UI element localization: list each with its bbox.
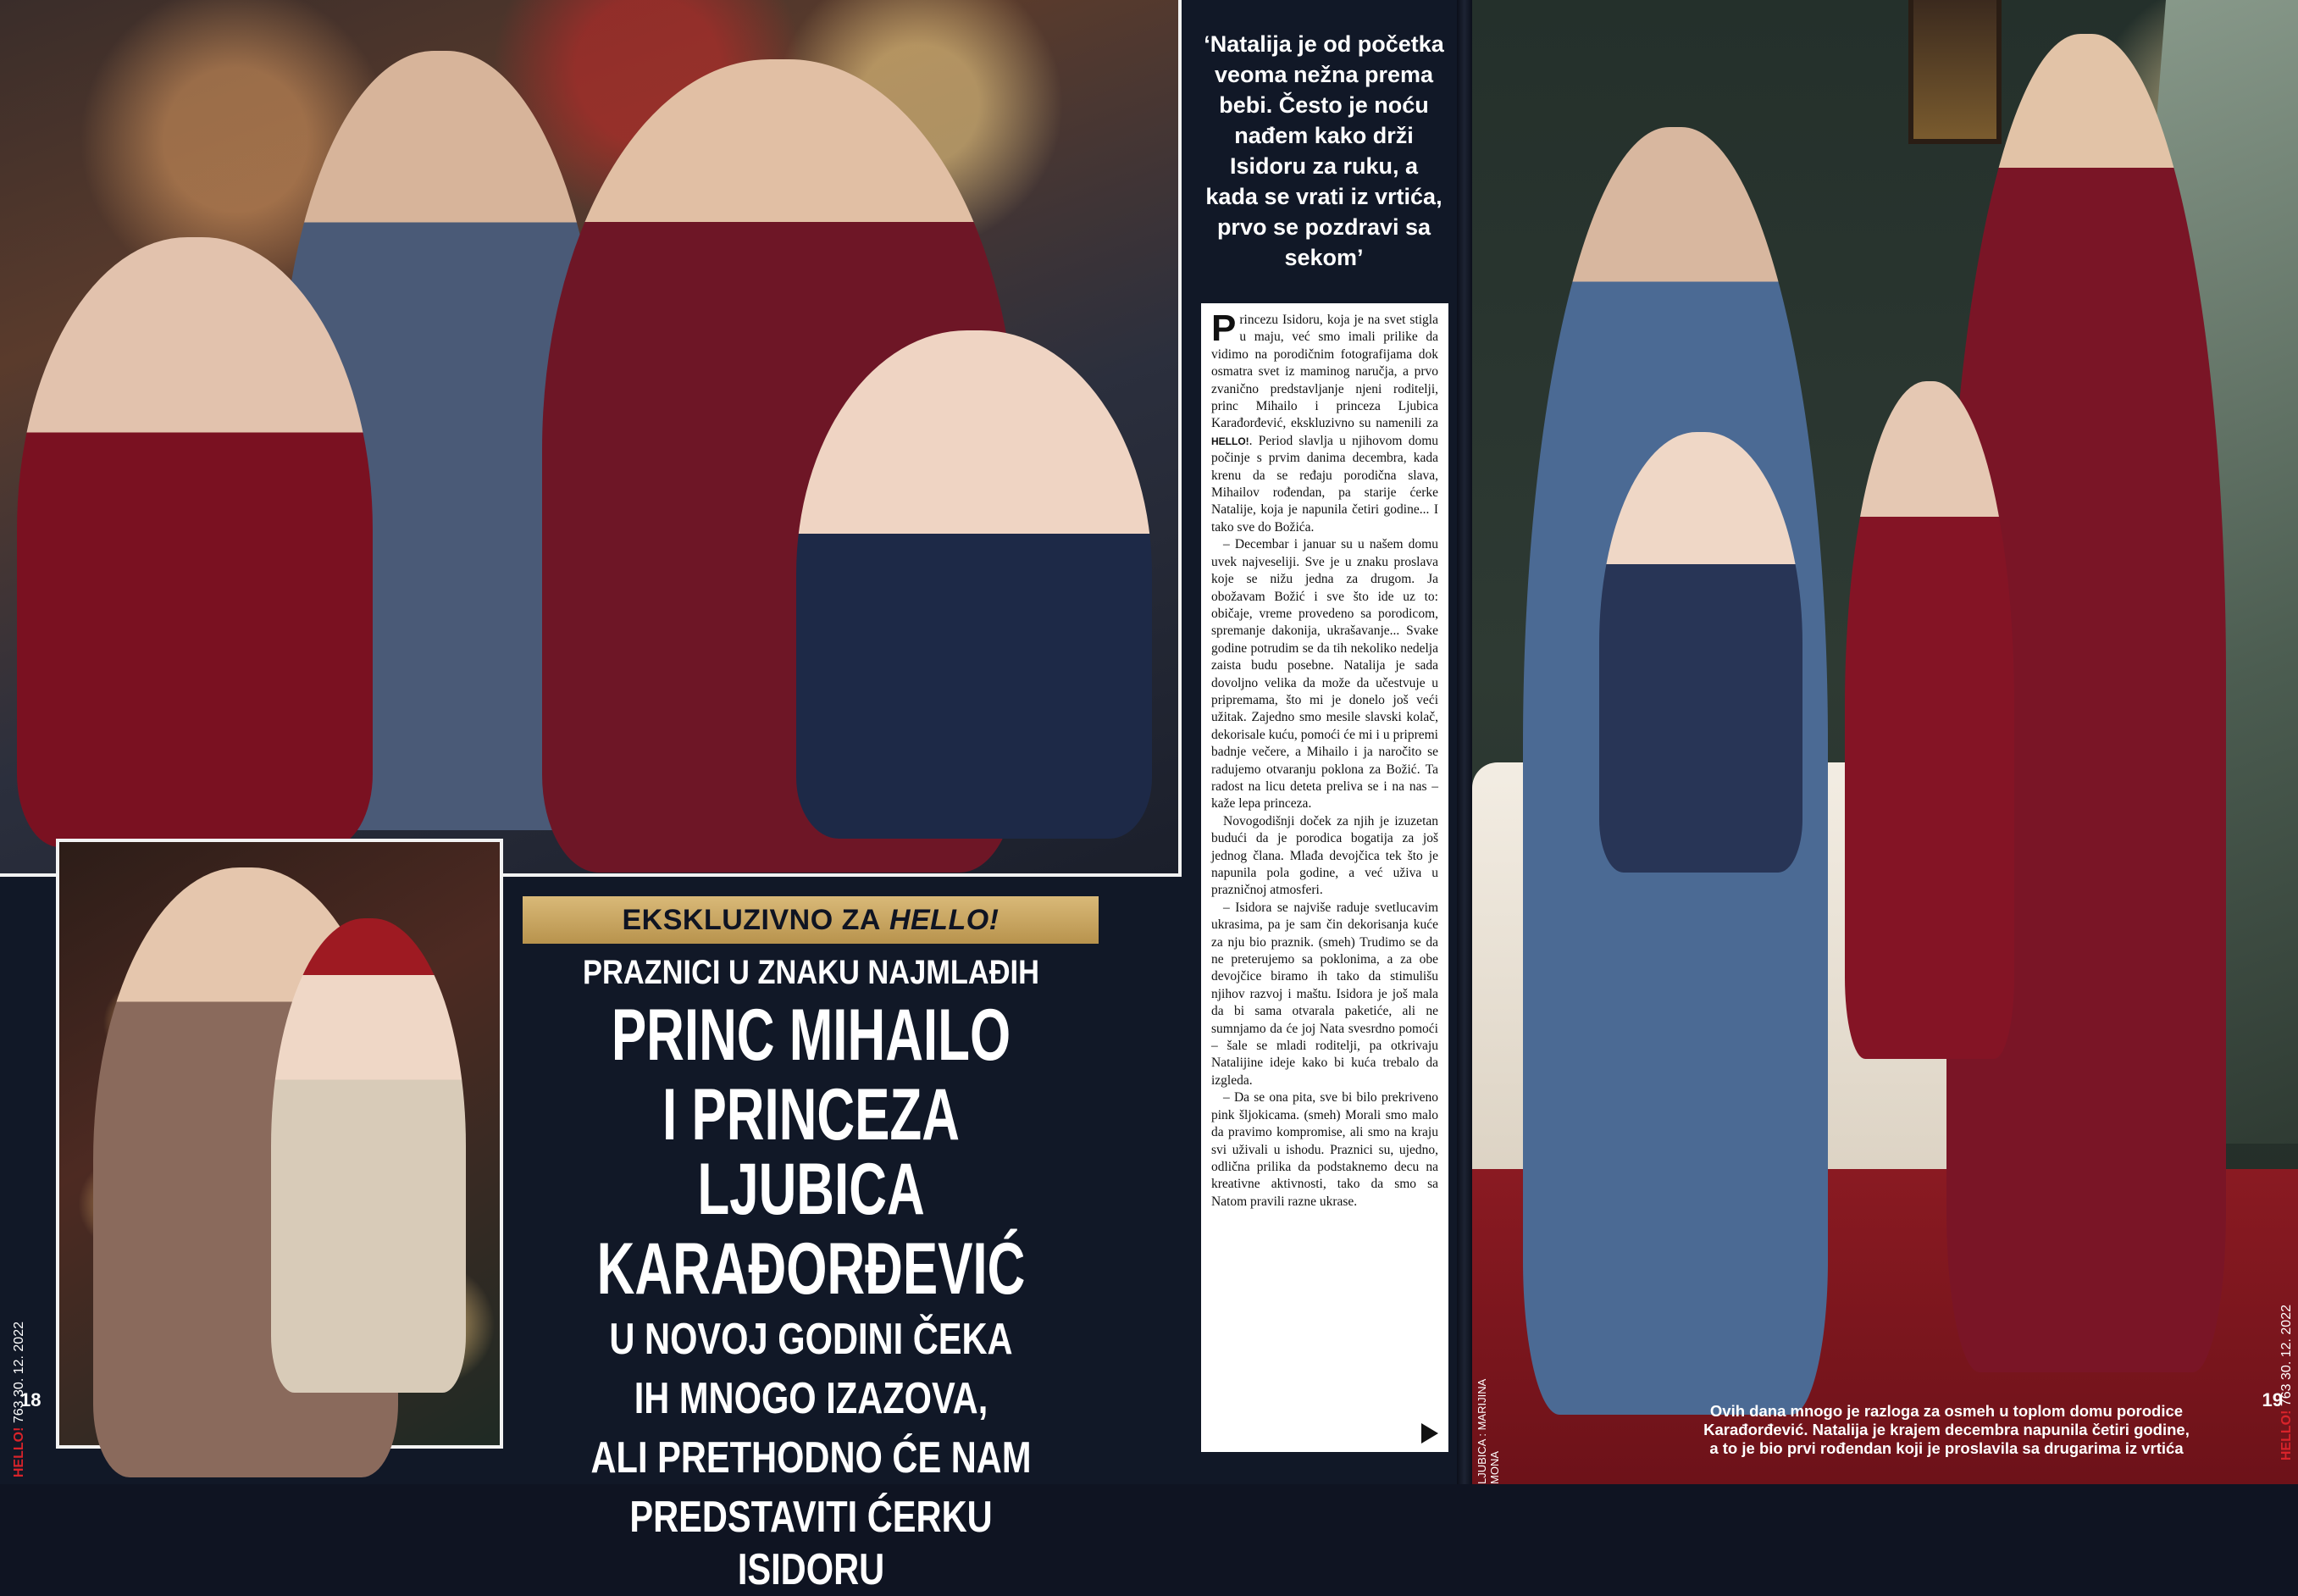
headline-title-line-2: I PRINCEZA LJUBICA xyxy=(662,1074,960,1230)
headline-sub-line-3: ALI PRETHODNO ĆE NAM xyxy=(590,1433,1032,1482)
badge-brand: HELLO! xyxy=(889,903,999,936)
family-photo-main xyxy=(0,0,1182,877)
article-paragraph-5: – Da se ona pita, sve bi bilo prekriveno pink šljokicama. (smeh) Morali smo malo da pravimo kompromise, ali smo na kraju svi uživali u ishodu. Praznici su, ujedno, odlična prilika da podstaknemo decu na kreativne aktivnosti, tako da smo sa Natom pravili razne ukrase. xyxy=(1211,1090,1438,1209)
photo-figure-baby-bow xyxy=(271,918,466,1393)
article-brand-inline: HELLO! xyxy=(1211,435,1249,447)
mother-baby-photo xyxy=(56,839,503,1449)
headline-sub-line-2: IH MNOGO IZAZOVA, xyxy=(634,1374,988,1423)
headline-sub-line-4: PREDSTAVITI ĆERKU ISIDORU xyxy=(629,1493,993,1594)
headline-title-line-1: PRINC MIHAILO xyxy=(611,995,1011,1076)
headline-title-line-3: KARAĐORĐEVIĆ xyxy=(596,1228,1026,1310)
caption-line-1: Ovih dana mnogo je razloga za osmeh u toplom domu porodice xyxy=(1709,1402,2184,1420)
pull-quote: ‘Natalija je od početka veoma nežna prema bebi. Često je noću nađem kako drži Isidoru za ruku, a kada se vrati iz vrtića, prvo se pozdravi sa sekom’ xyxy=(1204,31,1444,270)
photo-figure-baby xyxy=(796,330,1152,839)
issue-date-right: 30. 12. 2022 xyxy=(2279,1305,2294,1380)
caption-line-3: a to je bio prvi rođendan koji je proslavila sa drugarima iz vrtića xyxy=(1709,1439,2184,1457)
issue-date-left: 30. 12. 2022 xyxy=(12,1322,26,1397)
article-paragraph-3: Novogodišnji doček za njih je izuzetan budući da je porodica bogatija za još jednog člana. Mlađa devojčica tek što je napunila pola godine, a već uživa u prazničnoj atmosferi. xyxy=(1211,813,1438,898)
issue-info-right xyxy=(2279,1305,2295,1460)
article-paragraph-4: – Isidora se najviše raduje svetlucavim ukrasima, pa je sam čin dekorisanja kuće za nju bio praznik. (smeh) Trudimo se da ne preterujemo sa poklonima, a za obe devojčice biramo ih tako da stimulišu njihov razvoj i maštu. Isidora je još mala da bi sama otvarala paketiće, ali ne sumnjamo da će joj Nata svesrdno pomoći – šale se mladi roditelji, pa otkrivaju Natalijine ideje kako bi kuća trebalo da izgleda. xyxy=(1211,900,1438,1088)
lantern-decoration xyxy=(1908,0,2002,144)
photo-caption xyxy=(1642,1402,2251,1458)
spread-gutter xyxy=(1457,0,1472,1484)
article-end-arrow-icon xyxy=(1421,1423,1438,1444)
drop-cap: P xyxy=(1211,308,1237,349)
exclusive-badge xyxy=(523,896,1099,944)
photo-figure-daughter-standing xyxy=(1845,381,2014,1059)
issue-number-right: 763 xyxy=(2279,1383,2294,1407)
photo-figure-baby-held xyxy=(1599,432,1802,873)
caption-line-2: Karađorđević. Natalija je krajem decembra napunila četiri godine, xyxy=(1703,1421,2190,1438)
photo-figure-daughter xyxy=(17,237,373,847)
issue-number-left: 763 xyxy=(12,1400,26,1424)
issue-brand-right: HELLO! xyxy=(2279,1410,2294,1461)
article-paragraph-2: – Decembar i januar su u našem domu uvek najveseliji. Sve je u znaku proslava koje se nižu jedna za drugom. Ja obožavam Božić i sve što ide uz to: običaje, vreme provedeno sa porodicom, spremanje dakonija, ukrašavanje... Svake godine potrudim se da tih nekoliko nedelja zaista budu posebne. Natalija je sada dovoljno velika da može da učestvuje u pripremama, što mi je donelo još veći užitak. Zajedno smo mesile slavski kolač, dekorisale kuću, pomoći će mi i u pripremi badnje večere, a Mihailo i ja naročito se radujemo otvaranju poklona za Božić. Ta radost na licu deteta preliva se i na nas – kaže lepa princeza. xyxy=(1211,537,1438,812)
page-number-left: 18 xyxy=(20,1389,42,1410)
article-column xyxy=(1201,303,1448,1452)
right-page xyxy=(1472,0,2298,1484)
article-paragraph-1 xyxy=(1211,308,1438,536)
badge-prefix: EKSKLUZIVNO ZA xyxy=(622,903,881,936)
photo-credit: LJUBICA : MARIJINA MONA xyxy=(1476,1379,1501,1484)
article-p1-part-a: rincezu Isidoru, koja je na svet stigla u maju, već smo imali prilike da vidimo na porodičnim fotografijama dok osmatra svet iz maminog naručja, a prvo zvanično predstavljanje njeni roditelji, princ Mihailo i princeza Ljubica Karađorđević, ekskluzivno su namenili za xyxy=(1211,313,1438,431)
article-p1-part-b: . Period slavlja u njihovom domu počinje s prvim danima decembra, kada krenu da se ređaju porodična slava, Mihailov rođendan, pa starije ćerke Natalije, koja je napunila četiri godine... I tako sve do Božića. xyxy=(1211,433,1438,535)
headline xyxy=(508,952,1114,1596)
headline-sub-line-1: U NOVOJ GODINI ČEKA xyxy=(609,1315,1013,1364)
issue-brand-left: HELLO! xyxy=(12,1427,26,1478)
headline-kicker: PRAZNICI U ZNAKU NAJMLAĐIH xyxy=(583,954,1039,991)
page-number-right: 19 xyxy=(2262,1389,2283,1410)
